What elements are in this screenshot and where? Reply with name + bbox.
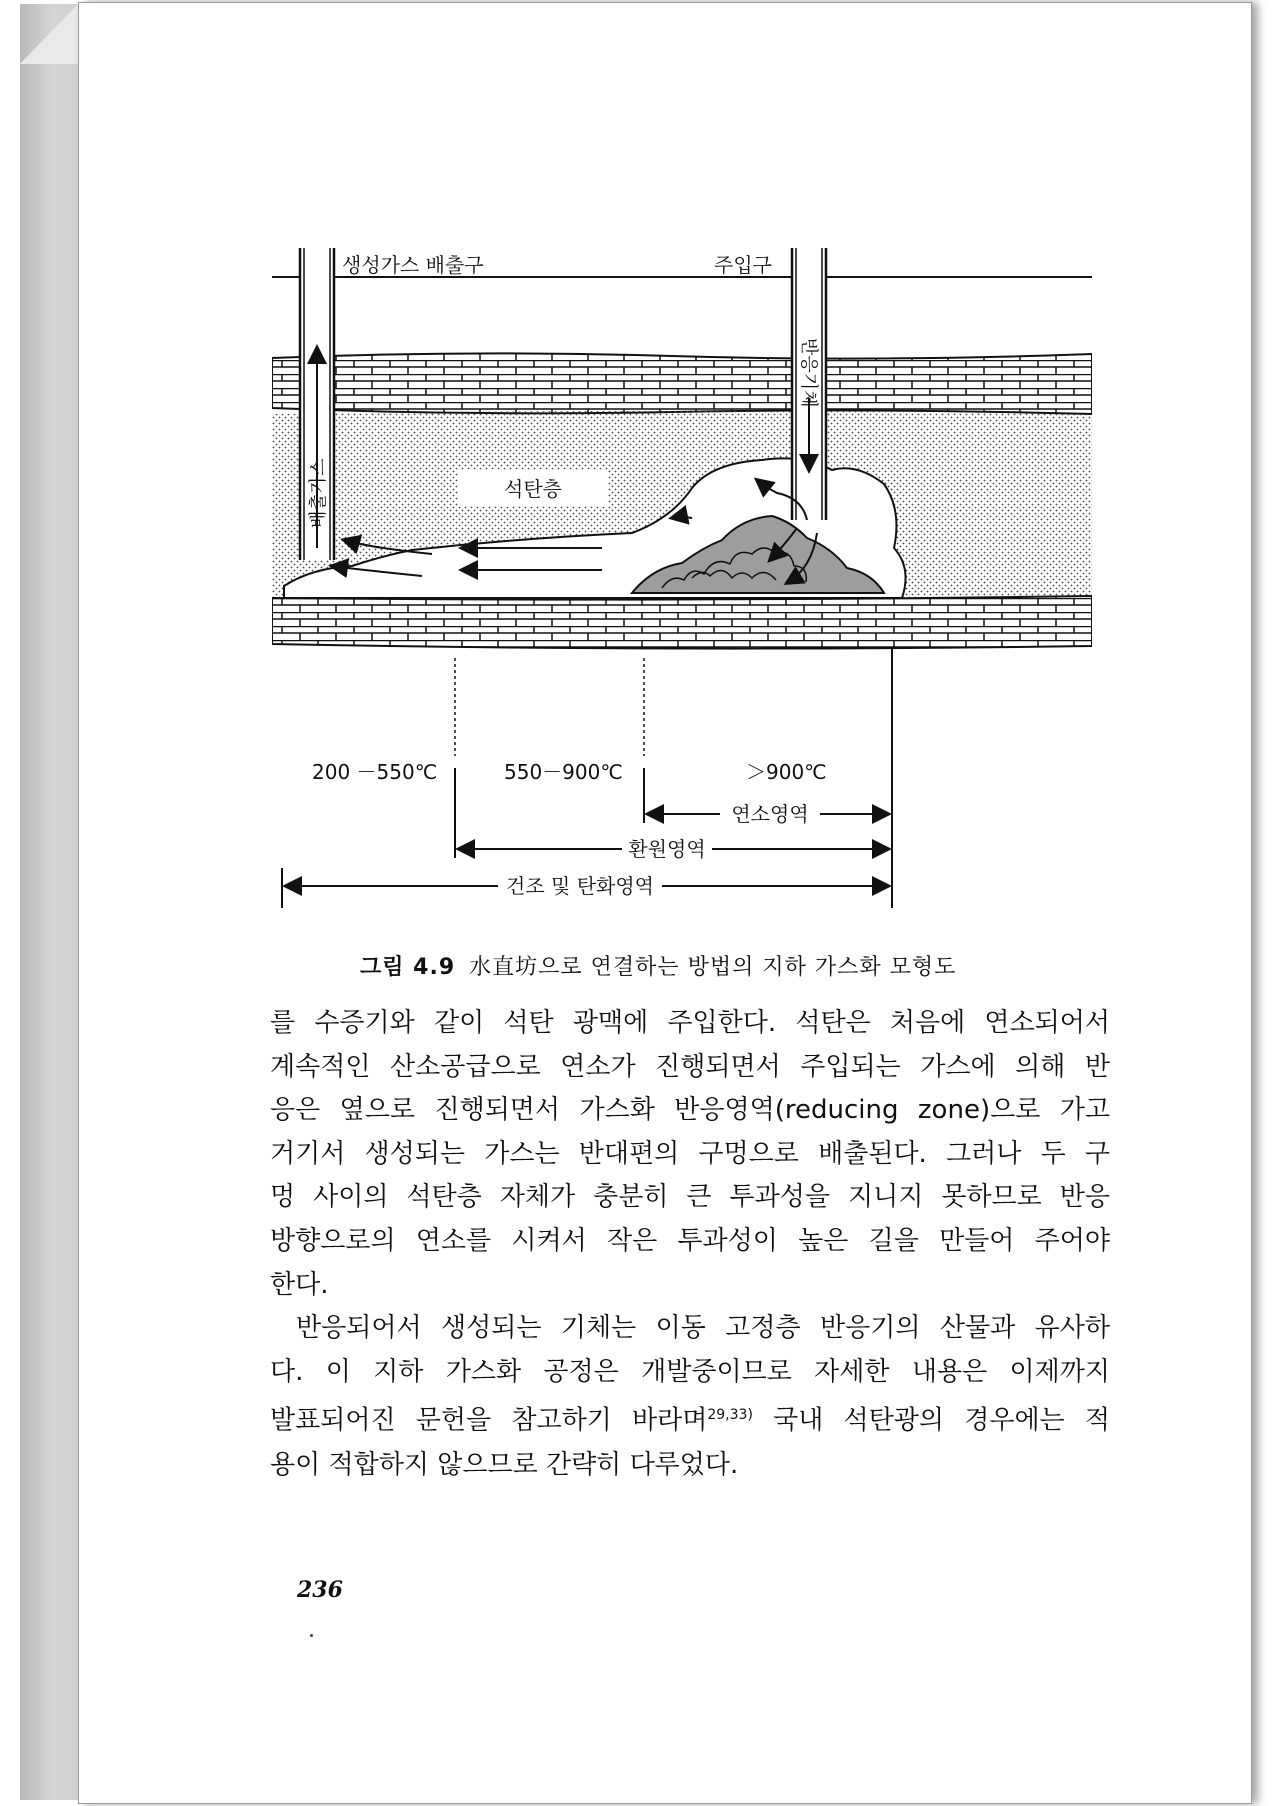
reactant-gas-label: 반응기체: [798, 338, 819, 408]
text-line: 거기서 생성되는 가스는 반대편의 구멍으로 배출된다. 그러나 두 구: [270, 1138, 1110, 1169]
combustion-zone-label: 연소영역: [731, 802, 809, 826]
text-line: 반응되어서 생성되는 기체는 이동 고정층 반응기의 산물과 유사하: [296, 1313, 1110, 1344]
temperature-zone-1: 200 －550℃: [312, 760, 438, 784]
text-line: 방향으로의 연소를 시켜서 작은 투과성이 높은 길을 만들어 주어야: [270, 1225, 1110, 1256]
page-speck: [310, 1634, 313, 1637]
reference-superscript: 29,33): [707, 1407, 753, 1424]
text-line: 응은 옆으로 진행되면서 가스화 반응영역(reducing zone)으로 가고: [270, 1095, 1110, 1126]
temperature-zone-2: 550－900℃: [504, 760, 623, 784]
gasification-figure: [272, 248, 1092, 922]
page-number: 236: [297, 1577, 343, 1603]
body-text: [270, 1002, 1110, 1487]
book-spine: [20, 4, 78, 1800]
inlet-label: 주입구: [714, 253, 772, 277]
text-fragment: 국내 석탄광의 경우에는 적: [752, 1406, 1110, 1436]
text-line: 를 수증기와 같이 석탄 광맥에 주입한다. 석탄은 처음에 연소되어서: [270, 1008, 1110, 1038]
temperature-zone-3: ＞900℃: [746, 760, 827, 784]
text-fragment: 발표되어진 문헌을 참고하기 바라며: [270, 1406, 708, 1436]
figure-caption: [360, 950, 1060, 981]
exhaust-gas-label: 배출가스: [308, 458, 329, 528]
text-line-with-reference: [270, 1394, 1110, 1443]
text-line: 계속적인 산소공급으로 연소가 진행되면서 주입되는 가스에 의해 반: [270, 1051, 1110, 1082]
text-line: 다. 이 지하 가스화 공정은 개발중이므로 자세한 내용은 이제까지: [270, 1356, 1110, 1387]
text-line: 한다.: [270, 1269, 329, 1300]
coal-seam-label: 석탄층: [504, 477, 562, 501]
reduction-zone-label: 환원영역: [628, 837, 706, 861]
text-line: 멍 사이의 석탄층 자체가 충분히 큰 투과성을 지니지 못하므로 반응: [270, 1182, 1110, 1213]
outlet-label: 생성가스 배출구: [342, 253, 484, 277]
figure-caption-text: 水直坊으로 연결하는 방법의 지하 가스화 모형도: [469, 955, 957, 980]
drying-zone-label: 건조 및 탄화영역: [506, 874, 654, 898]
figure-number: 그림 4.9: [360, 955, 456, 980]
text-line: 용이 적합하지 않으므로 간략히 다루었다.: [270, 1449, 739, 1480]
